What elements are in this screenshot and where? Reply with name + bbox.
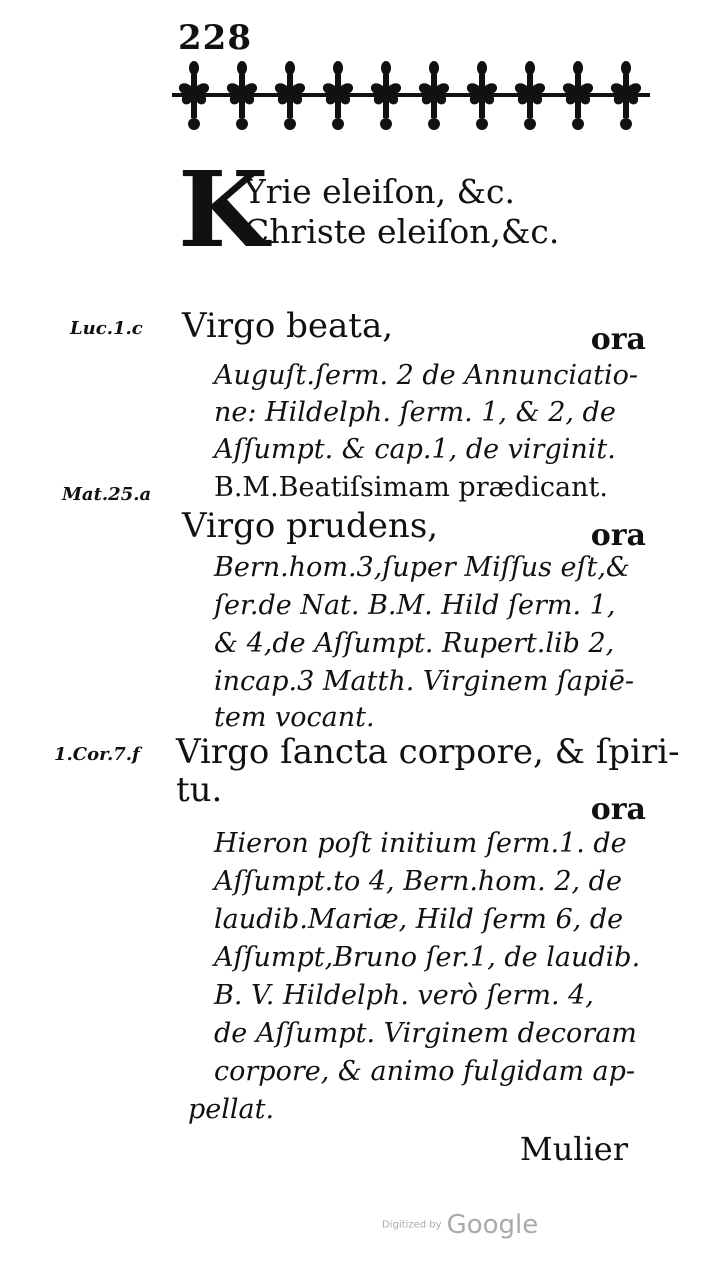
citation-line: B.M.Beatiſsimam prædicant. [214, 472, 608, 503]
citation-line: de Aſſumpt. Virginem decoram [214, 1018, 637, 1049]
ora-response: ora [590, 792, 646, 827]
margin-reference: 1.Cor.7.f [54, 744, 140, 765]
invocation-continued: tu. [176, 770, 223, 810]
citation-line: ne: Hildelph. ſerm. 1, & 2, de [214, 397, 616, 428]
invocation: Virgo ſancta corpore, & ſpiri- [176, 732, 680, 772]
digitized-watermark [382, 1210, 538, 1240]
watermark-small-text: Digitized by [382, 1219, 442, 1231]
citation-line: Aſſumpt.to 4, Bern.hom. 2, de [214, 866, 622, 897]
heading-line-2: Christe eleiſon,&c. [244, 212, 560, 251]
drop-cap: K [178, 148, 269, 271]
invocation: Virgo prudens, [182, 506, 439, 546]
invocation: Virgo beata, [182, 306, 394, 346]
margin-reference: Luc.1.c [70, 318, 143, 339]
citation-line: Auguſt.ſerm. 2 de Annunciatio- [214, 360, 639, 391]
citation-line: B. V. Hildelph. verò ſerm. 4, [214, 980, 594, 1011]
citation-line: pellat. [188, 1094, 275, 1125]
citation-line: incap.3 Matth. Virginem ſapiē- [214, 666, 635, 697]
heading-line-1: Yrie eleiſon, &c. [244, 172, 515, 211]
citation-line: tem vocant. [214, 702, 375, 733]
citation-line: corpore, & animo fulgidam ap- [214, 1056, 636, 1087]
watermark-logo-text: Google [446, 1210, 539, 1240]
citation-line: & 4,de Aſſumpt. Rupert.lib 2, [214, 628, 615, 659]
page-number: 228 [178, 18, 252, 58]
citation-line: laudib.Mariæ, Hild ſerm 6, de [214, 904, 624, 935]
citation-line: ſer.de Nat. B.M. Hild ſerm. 1, [214, 590, 616, 621]
citation-line: Aſſumpt. & cap.1, de virginit. [214, 434, 616, 465]
citation-line: Hieron poſt initium ſerm.1. de [214, 828, 627, 859]
citation-line: Bern.hom.3,ſuper Miſſus eſt,& [214, 552, 630, 583]
catchword: Mulier [519, 1130, 628, 1168]
fleuron-band-icon [172, 60, 650, 132]
ora-response: ora [590, 518, 646, 553]
margin-reference: Mat.25.a [62, 484, 152, 505]
citation-line: Aſſumpt,Bruno ſer.1, de laudib. [214, 942, 641, 973]
ora-response: ora [590, 322, 646, 357]
